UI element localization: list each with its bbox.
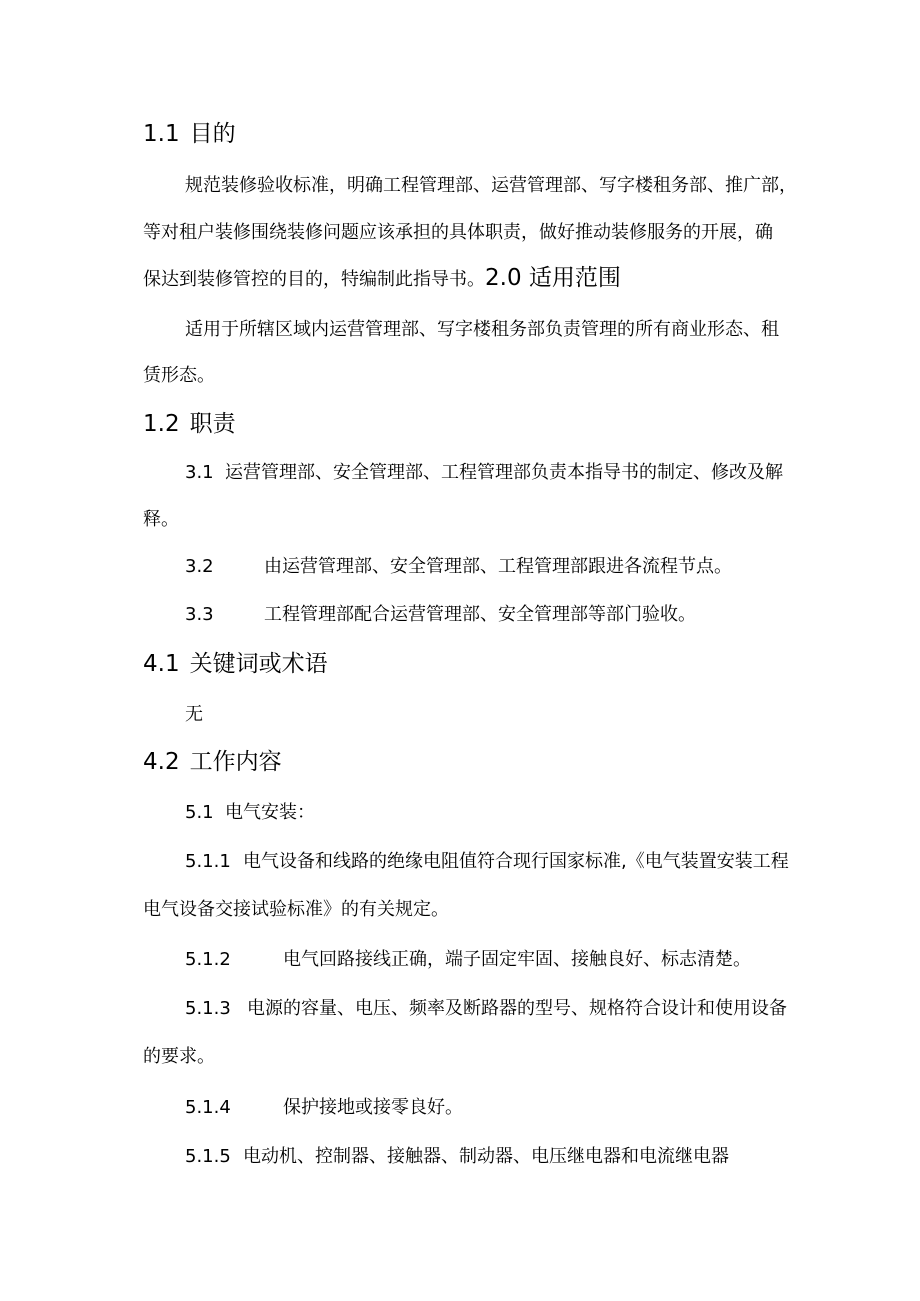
item-5-1-1-line-2: 电气设备交接试验标准》的有关规定。: [143, 899, 449, 920]
item-5-1-3-line-2: 的要求。: [143, 1046, 215, 1067]
item-5-1-2: [185, 948, 751, 972]
item-text: 电气安装：: [225, 802, 315, 823]
item-5-1-3-line-1: [185, 997, 787, 1021]
item-number: 5.1.1: [185, 851, 231, 872]
item-text: 电动机、控制器、接触器、制动器、电压继电器和电流继电器: [243, 1146, 729, 1167]
item-text: 电气设备和线路的绝缘电阻值符合现行国家标准,《电气装置安装工程: [243, 851, 789, 872]
inline-heading-scope: 2.0 适用范围: [485, 265, 621, 291]
item-text: 由运营管理部、安全管理部、工程管理部跟进各流程节点。: [264, 556, 732, 577]
item-3-1-line-1: [185, 461, 783, 485]
item-number: 5.1.4: [185, 1097, 231, 1118]
item-number: 5.1.2: [185, 949, 231, 970]
heading-title: 职责: [189, 411, 236, 437]
item-5-1-5: [185, 1145, 729, 1169]
paragraph-terms: 无: [185, 704, 203, 725]
item-3-3: [185, 603, 696, 627]
item-5-1-1-line-1: [185, 850, 789, 874]
item-3-2: [185, 555, 732, 579]
item-5-1: [185, 801, 315, 825]
heading-number: 1.2: [143, 411, 180, 437]
heading-1-1: [143, 120, 236, 148]
heading-title: 工作内容: [189, 749, 282, 775]
item-text: 工程管理部配合运营管理部、安全管理部等部门验收。: [264, 604, 696, 625]
item-number: 5.1.5: [185, 1146, 231, 1167]
item-5-1-4: [185, 1096, 463, 1120]
item-text: 电源的容量、电压、频率及断路器的型号、规格符合设计和使用设备: [247, 998, 787, 1019]
item-text: 运营管理部、安全管理部、工程管理部负责本指导书的制定、修改及解: [225, 462, 783, 483]
purpose-line-3-text: 保达到装修管控的目的，特编制此指导书。: [143, 269, 485, 290]
item-number: 3.1: [185, 462, 214, 483]
heading-number: 1.1: [143, 121, 180, 147]
paragraph-purpose-line-2: 等对租户装修围绕装修问题应该承担的具体职责，做好推动装修服务的开展，确: [143, 222, 773, 243]
heading-4-1: [143, 650, 328, 678]
heading-title: 目的: [189, 121, 236, 147]
heading-number: 4.1: [143, 651, 180, 677]
item-number: 5.1.3: [185, 998, 231, 1019]
item-number: 3.3: [185, 604, 214, 625]
paragraph-purpose-line-1: 规范装修验收标准，明确工程管理部、运营管理部、写字楼租务部、推广部，: [185, 175, 797, 196]
item-text: 保护接地或接零良好。: [283, 1097, 463, 1118]
paragraph-purpose-line-3: [143, 266, 621, 292]
item-3-1-line-2: 释。: [143, 509, 179, 530]
item-number: 5.1: [185, 802, 214, 823]
heading-number: 4.2: [143, 749, 180, 775]
paragraph-scope-line-2: 赁形态。: [143, 365, 215, 386]
item-number: 3.2: [185, 556, 214, 577]
item-text: 电气回路接线正确，端子固定牢固、接触良好、标志清楚。: [283, 949, 751, 970]
heading-title: 关键词或术语: [189, 651, 328, 677]
heading-1-2: [143, 410, 236, 438]
paragraph-scope-line-1: 适用于所辖区域内运营管理部、写字楼租务部负责管理的所有商业形态、租: [185, 319, 779, 340]
heading-4-2: [143, 748, 282, 776]
